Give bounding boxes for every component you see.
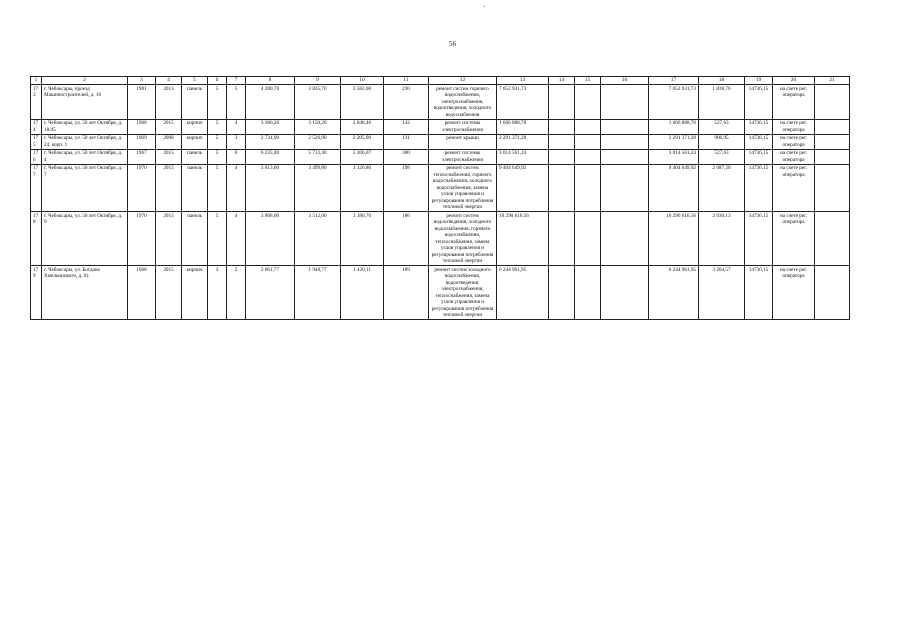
cost-cell: 3 014 561,24 [497,149,549,164]
table-row [31,212,850,266]
year-built-cell: 1969 [128,134,156,149]
empty-cell [815,164,850,212]
empty-cell [601,119,649,134]
empty-cell [575,85,601,120]
unit-cost-cell: 2 930,13 [699,212,745,266]
empty-cell [601,164,649,212]
speck-mark [484,6,485,7]
table-row [31,164,850,212]
total-cost-cell: 2 291 371,28 [649,134,699,149]
column-header: 10 [341,77,384,85]
premises-area-cell: 3 499,80 [295,164,341,212]
floors-cell: 5 [208,212,227,266]
living-area-cell: 3 582,00 [341,85,384,120]
work-type-cell: ремонт систем водоотведения, холодного водоснабжения, горячего водоснабжения, теплоснабжения, замена узлов управления и регулирования потребления тепловой энергии [429,212,497,266]
empty-cell [815,266,850,320]
wall-material-cell: кирпич [182,119,208,134]
floors-cell: 5 [208,164,227,212]
work-type-cell: ремонт системы электроснабжения [429,149,497,164]
column-header: 5 [182,77,208,85]
year-built-cell: 1970 [128,164,156,212]
year-built-cell: 1981 [128,85,156,120]
year-repair-cell: 2015 [156,266,182,320]
year-built-cell: 1968 [128,266,156,320]
total-cost-cell: 10 290 616,56 [649,212,699,266]
unit-cost-cell: 3 204,57 [699,266,745,320]
year-repair-cell: 2015 [156,119,182,134]
wall-material-cell: панель [182,212,208,266]
total-area-cell: 6 235,40 [246,149,295,164]
limit-cost-cell: 14736,15 [745,134,773,149]
premises-area-cell: 2 526,90 [295,134,341,149]
total-area-cell: 3 868,00 [246,212,295,266]
unit-cost-cell: 906,95 [699,134,745,149]
empty-cell [575,149,601,164]
empty-cell [601,149,649,164]
fund-method-cell: на счете рег. оператора [773,149,815,164]
empty-cell [815,119,850,134]
wall-material-cell: панель [182,85,208,120]
fund-method-cell: на счете рег. оператора [773,119,815,134]
year-repair-cell: 2008 [156,134,182,149]
premises-area-cell: 3 150,20 [295,119,341,134]
row-number: 173 [31,85,42,120]
housing-repair-table [30,76,850,320]
wall-material-cell: кирпич [182,266,208,320]
total-area-cell: 4 280,70 [246,85,295,120]
premises-area-cell: 3 835,70 [295,85,341,120]
column-header: 17 [649,77,699,85]
premises-area-cell: 1 948,77 [295,266,341,320]
total-cost-cell: 3 014 561,24 [649,149,699,164]
total-cost-cell: 1 666 888,70 [649,119,699,134]
row-number: 175 [31,134,42,149]
row-number: 177 [31,164,42,212]
limit-cost-cell: 14736,15 [745,119,773,134]
empty-cell [549,164,575,212]
living-area-cell: 1 420,11 [341,266,384,320]
table-row [31,266,850,320]
column-header: 13 [497,77,549,85]
empty-cell [549,119,575,134]
address-cell: г. Чебоксары, ул. 50 лет Октября, д. 7 [42,164,128,212]
premises-area-cell: 3 512,00 [295,212,341,266]
residents-cell: 189 [384,266,429,320]
empty-cell [575,134,601,149]
year-repair-cell: 2015 [156,164,182,212]
year-repair-cell: 2015 [156,149,182,164]
floors-cell: 5 [208,119,227,134]
table-row [31,134,850,149]
page-number: 56 [449,40,456,48]
address-cell: г. Чебоксары, ул. 50 лет Октября, д. 24, корп. 1 [42,134,128,149]
living-area-cell: 2 848,46 [341,119,384,134]
empty-cell [549,134,575,149]
work-type-cell: ремонт системы электроснабжения [429,119,497,134]
entrances-cell: 4 [227,212,246,266]
unit-cost-cell: 1 838,76 [699,85,745,120]
year-repair-cell: 2015 [156,212,182,266]
unit-cost-cell: 527,63 [699,149,745,164]
column-header: 20 [773,77,815,85]
limit-cost-cell: 14736,15 [745,266,773,320]
total-area-cell: 2 861,77 [246,266,295,320]
column-header: 1 [31,77,42,85]
premises-area-cell: 5 713,40 [295,149,341,164]
empty-cell [575,212,601,266]
entrances-cell: 6 [227,149,246,164]
empty-cell [575,266,601,320]
cost-cell: 9 404 649,92 [497,164,549,212]
residents-cell: 142 [384,119,429,134]
work-type-cell: ремонт крыши [429,134,497,149]
wall-material-cell: кирпич [182,134,208,149]
column-header: 4 [156,77,182,85]
row-number: 179 [31,266,42,320]
column-header: 14 [549,77,575,85]
residents-cell: 300 [384,149,429,164]
residents-cell: 198 [384,164,429,212]
year-built-cell: 1970 [128,212,156,266]
living-area-cell: 3 126,80 [341,164,384,212]
work-type-cell: ремонт систем горячего водоснабжения, электроснабжения, водоотведения, холодного водоснабжения [429,85,497,120]
empty-cell [549,85,575,120]
empty-cell [815,134,850,149]
cost-cell: 6 244 961,95 [497,266,549,320]
empty-cell [549,266,575,320]
work-type-cell: ремонт систем теплоснабжения, горячего водоснабжения, холодного водоснабжения, замена узлов управления и регулирования потребления тепловой энергии [429,164,497,212]
entrances-cell: 5 [227,85,246,120]
table-row [31,119,850,134]
empty-cell [815,212,850,266]
residents-cell: 186 [384,212,429,266]
total-area-cell: 3 813,00 [246,164,295,212]
column-header: 12 [429,77,497,85]
column-header: 2 [42,77,128,85]
empty-cell [815,149,850,164]
column-header: 9 [295,77,341,85]
column-header: 15 [575,77,601,85]
address-cell: г. Чебоксары, ул. 50 лет Октября, д. 9 [42,212,128,266]
row-number: 178 [31,212,42,266]
floors-cell: 5 [208,149,227,164]
empty-cell [575,119,601,134]
cost-cell: 10 290 616,56 [497,212,549,266]
total-area-cell: 3 386,20 [246,119,295,134]
limit-cost-cell: 14736,15 [745,164,773,212]
living-area-cell: 5 206,07 [341,149,384,164]
floors-cell: 5 [208,85,227,120]
entrances-cell: 3 [227,134,246,149]
cost-cell: 1 666 888,70 [497,119,549,134]
year-built-cell: 1968 [128,119,156,134]
total-area-cell: 2 734,90 [246,134,295,149]
total-cost-cell: 9 404 649,92 [649,164,699,212]
empty-cell [601,266,649,320]
total-cost-cell: 7 052 931,73 [649,85,699,120]
limit-cost-cell: 14736,15 [745,212,773,266]
address-cell: г. Чебоксары, ул. Богдана Хмельницкого, д. 81 [42,266,128,320]
fund-method-cell: на счете рег. оператора [773,212,815,266]
entrances-cell: 2 [227,266,246,320]
entrances-cell: 4 [227,119,246,134]
year-repair-cell: 2013 [156,85,182,120]
cost-cell: 2 291 371,28 [497,134,549,149]
limit-cost-cell: 14736,15 [745,85,773,120]
fund-method-cell: на счете рег. оператора [773,164,815,212]
floors-cell: 3 [208,266,227,320]
unit-cost-cell: 527,63 [699,119,745,134]
empty-cell [575,164,601,212]
fund-method-cell: на счете рег. оператора [773,134,815,149]
living-area-cell: 3 180,70 [341,212,384,266]
residents-cell: 131 [384,134,429,149]
floors-cell: 5 [208,134,227,149]
living-area-cell: 2 205,90 [341,134,384,149]
work-type-cell: ремонт систем холодного водоснабжения, водоотведения, электроснабжения, теплоснабжения, замена узлов управления и регулирования потребления тепловой энергии [429,266,497,320]
column-number-row [31,77,850,85]
column-header: 19 [745,77,773,85]
column-header: 11 [384,77,429,85]
limit-cost-cell: 14736,15 [745,149,773,164]
empty-cell [601,134,649,149]
address-cell: г. Чебоксары, ул. 50 лет Октября, д. 18/45 [42,119,128,134]
column-header: 6 [208,77,227,85]
empty-cell [549,149,575,164]
empty-cell [601,85,649,120]
column-header: 18 [699,77,745,85]
empty-cell [601,212,649,266]
total-cost-cell: 6 244 961,95 [649,266,699,320]
year-built-cell: 1967 [128,149,156,164]
column-header: 7 [227,77,246,85]
unit-cost-cell: 2 687,20 [699,164,745,212]
residents-cell: 230 [384,85,429,120]
column-header: 8 [246,77,295,85]
entrances-cell: 4 [227,164,246,212]
fund-method-cell: на счете рег. оператора [773,85,815,120]
row-number: 176 [31,149,42,164]
cost-cell: 7 052 931,73 [497,85,549,120]
table-row [31,85,850,120]
table-row [31,149,850,164]
address-cell: г. Чебоксары, проезд Машиностроителей, д. 16 [42,85,128,120]
wall-material-cell: панель [182,164,208,212]
row-number: 174 [31,119,42,134]
address-cell: г. Чебоксары, ул. 50 лет Октября, д. 4 [42,149,128,164]
fund-method-cell: на счете рег. оператора [773,266,815,320]
column-header: 3 [128,77,156,85]
wall-material-cell: панель [182,149,208,164]
empty-cell [815,85,850,120]
column-header: 21 [815,77,850,85]
column-header: 16 [601,77,649,85]
empty-cell [549,212,575,266]
